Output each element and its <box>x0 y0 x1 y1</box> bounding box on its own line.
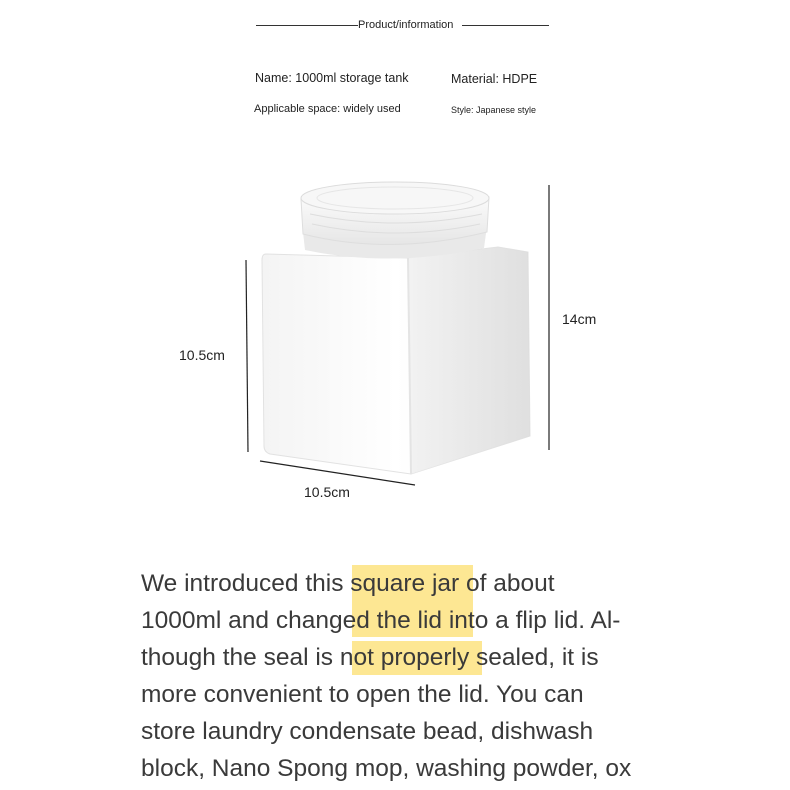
jar-lid <box>301 182 489 259</box>
header-title: Product/information <box>358 19 454 31</box>
description-line: We introduced this square jar of about <box>141 570 555 597</box>
height-body-line <box>246 260 248 452</box>
description-line: store laundry condensate bead, dishwash <box>141 718 594 745</box>
description-paragraph <box>141 565 647 787</box>
description-line: 1000ml and changed the lid into a flip lid. Al- <box>141 607 621 634</box>
spec-name: Name: 1000ml storage tank <box>255 71 409 85</box>
width-body-label: 10.5cm <box>304 484 350 500</box>
description-line: though the seal is not properly sealed, it is <box>141 644 599 671</box>
jar-body <box>262 247 530 474</box>
height-total-label: 14cm <box>562 311 597 327</box>
spec-applicable-space: Applicable space: widely used <box>254 103 401 115</box>
spec-style: Style: Japanese style <box>451 105 537 115</box>
product-description <box>141 565 647 790</box>
height-body-label: 10.5cm <box>179 347 225 363</box>
description-line: block, Nano Spong mop, washing powder, ox <box>141 755 632 782</box>
description-line: more convenient to open the lid. You can <box>141 681 584 708</box>
spec-material: Material: HDPE <box>451 72 538 86</box>
